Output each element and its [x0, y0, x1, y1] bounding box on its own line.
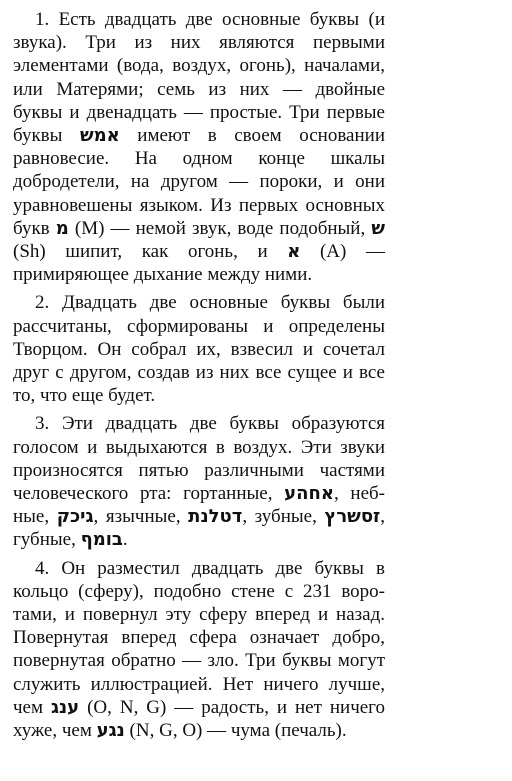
- paragraph-text: , язычные,: [93, 506, 189, 528]
- hebrew-word-nega: נגע: [96, 720, 125, 742]
- paragraph-text: имеют в своем основании равновесие. На одном конце шкалы добродетели, на другом — пороки, и они уравновешены языком. Из первых основных букв: [13, 125, 385, 239]
- paragraph-text: (А) — примиряющее дыхание между ними.: [13, 241, 385, 286]
- hebrew-dental-letters: זסשרץ: [324, 506, 381, 528]
- paragraph-2: [13, 291, 385, 407]
- hebrew-palatal-letters: גיכק: [56, 506, 94, 528]
- hebrew-word-oneg: ענג: [50, 696, 80, 718]
- paragraph-text: (N, G, O) — чума (печаль).: [124, 720, 347, 742]
- paragraph-text: 3. Эти двадцать две буквы образуются голосом и выдыхаются в воздух. Эти звуки произносятся пятью различными частями человеческого рта: гортанные,: [13, 413, 385, 505]
- paragraph-text: (O, N, G) — радость, и нет ничего хуже, чем: [13, 696, 385, 742]
- paragraph-text: 1. Есть двадцать две основные буквы (и звука). Три из них являются первыми элементами (вода, воздух, огонь), началами, или Матерями; семь из них — двойные буквы и двенадцать — простые. Три первые буквы: [13, 9, 385, 147]
- hebrew-guttural-letters: אחהע: [284, 483, 334, 505]
- hebrew-labial-letters: בומף: [80, 529, 123, 551]
- paragraph-text: (Sh) шипит, как огонь, и: [13, 241, 288, 263]
- paragraph-text: .: [122, 529, 128, 551]
- paragraph-3: [13, 412, 385, 551]
- paragraph-text: , небные,: [13, 483, 385, 528]
- hebrew-letter-mem: מ: [55, 217, 69, 239]
- hebrew-letters-amsh: אמש: [79, 125, 120, 147]
- book-page: [13, 8, 385, 742]
- hebrew-letter-shin: ש: [371, 217, 385, 239]
- paragraph-text: 2. Двадцать две основные буквы были рассчитаны, сформированы и определены Творцом. Он собрал их, взвесил и сочетал друг с другом, создав из них все сущее и все то, что еще будет.: [13, 292, 385, 407]
- paragraph-4: [13, 557, 385, 743]
- paragraph-text: , зубные,: [242, 506, 325, 528]
- hebrew-lingual-letters: דטלנת: [188, 506, 243, 528]
- paragraph-1: [13, 8, 385, 286]
- paragraph-text: 4. Он разместил двадцать две буквы в кольцо (сферу), подобно стене с 231 воротами, и повернул эту сферу вперед и назад. Повернутая вперед сфера означает добро, повернутая обратно — зло. Три буквы могут служить иллюстрацией. Нет ничего лучше, чем: [13, 557, 385, 718]
- hebrew-letter-alef: א: [287, 241, 301, 263]
- paragraph-text: (М) — немой звук, воде подобный,: [68, 217, 372, 239]
- paragraph-text: , губные,: [13, 506, 386, 551]
